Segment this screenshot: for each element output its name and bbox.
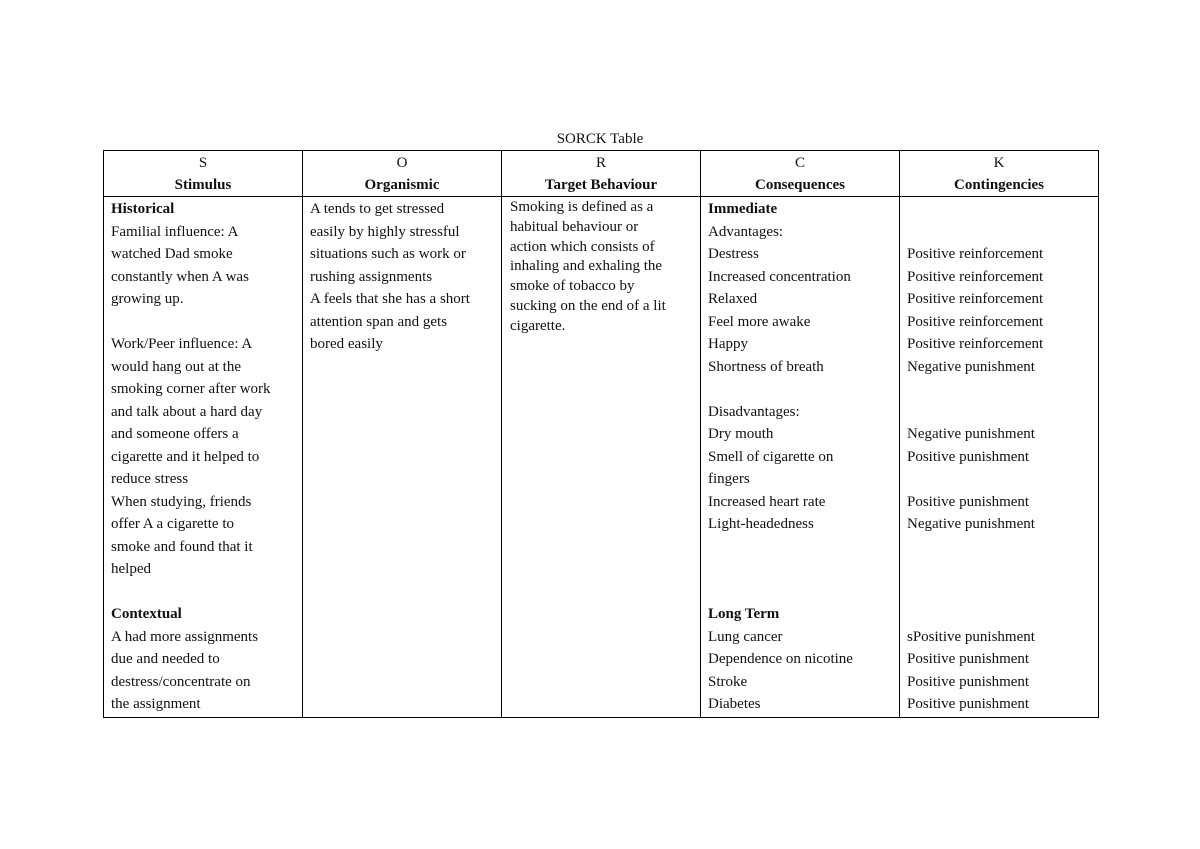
- consequence-item: Destress: [708, 246, 759, 262]
- stimulus-line: and talk about a hard day: [111, 403, 263, 420]
- contingency-item: Positive reinforcement: [907, 268, 1044, 285]
- column-letter: O: [396, 155, 408, 171]
- spacer: [907, 536, 1091, 559]
- column-letter: C: [794, 155, 805, 171]
- immediate-heading: Immediate: [708, 201, 778, 217]
- stimulus-cell: [104, 197, 303, 718]
- spacer: [907, 558, 1091, 581]
- column-header-stimulus: [104, 151, 303, 197]
- stimulus-line: would hang out at the: [111, 358, 241, 375]
- column-header-contingencies: [900, 151, 1099, 197]
- column-letter: K: [993, 155, 1005, 171]
- spacer: [907, 581, 1091, 604]
- consequence-item: Light-headedness: [708, 516, 814, 532]
- contingency-item: Positive punishment: [907, 696, 1030, 712]
- stimulus-line: constantly when A was: [111, 268, 249, 285]
- organismic-line: A tends to get stressed: [310, 201, 445, 217]
- spacer: [907, 401, 1091, 424]
- advantages-label: Advantages:: [708, 223, 783, 240]
- spacer: [907, 198, 1091, 221]
- consequences-cell: [701, 197, 900, 718]
- stimulus-line: [111, 311, 295, 334]
- stimulus-line: Familial influence: A: [111, 223, 239, 240]
- spacer: [111, 581, 295, 604]
- column-header-target-behaviour: [502, 151, 701, 197]
- column-name: Contingencies: [954, 177, 1044, 193]
- consequence-item: Happy: [708, 336, 748, 352]
- contextual-heading: Contextual: [111, 606, 182, 622]
- column-letter: S: [198, 155, 208, 171]
- spacer: [708, 378, 892, 401]
- stimulus-line: and someone offers a: [111, 426, 239, 442]
- organismic-cell: [303, 197, 502, 718]
- stimulus-line: offer A a cigarette to: [111, 516, 235, 532]
- contingency-item: Positive reinforcement: [907, 246, 1044, 262]
- stimulus-line: the assignment: [111, 696, 201, 712]
- contingency-item: Negative punishment: [907, 516, 1035, 532]
- column-name: Consequences: [754, 177, 845, 193]
- stimulus-line: cigarette and it helped to: [111, 448, 260, 465]
- consequence-item: Smell of cigarette on: [708, 448, 834, 465]
- stimulus-line: Work/Peer influence: A: [111, 336, 253, 352]
- organismic-line: situations such as work or: [310, 246, 466, 262]
- consequence-item: Dry mouth: [708, 426, 774, 442]
- stimulus-line: A had more assignments: [111, 628, 259, 645]
- consequence-item: Lung cancer: [708, 628, 783, 645]
- organismic-line: rushing assignments: [310, 268, 433, 285]
- stimulus-line: smoking corner after work: [111, 381, 271, 397]
- contingency-item: Positive punishment: [907, 448, 1030, 465]
- target-behaviour-cell: [502, 197, 701, 718]
- consequence-item: Relaxed: [708, 291, 758, 307]
- contingency-item: Positive reinforcement: [907, 291, 1044, 307]
- contingency-item: sPositive punishment: [907, 628, 1035, 645]
- contingency-item: Positive punishment: [907, 673, 1030, 690]
- consequence-item: Increased heart rate: [708, 493, 826, 510]
- stimulus-line: reduce stress: [111, 471, 189, 487]
- consequence-item: Increased concentration: [708, 268, 851, 285]
- body-row: [104, 197, 1099, 718]
- target-behaviour-line: action which consists of: [510, 238, 655, 255]
- consequence-item: Feel more awake: [708, 313, 811, 330]
- organismic-line: A feels that she has a short: [310, 291, 470, 307]
- target-behaviour-line: cigarette.: [510, 317, 566, 334]
- target-behaviour-line: sucking on the end of a lit: [510, 297, 666, 314]
- consequence-item: Stroke: [708, 673, 748, 690]
- organismic-line: easily by highly stressful: [310, 223, 460, 240]
- spacer: [708, 536, 892, 559]
- header-row: [104, 151, 1099, 197]
- stimulus-line: helped: [111, 561, 151, 577]
- column-name: Organismic: [364, 177, 440, 193]
- spacer: [708, 581, 892, 604]
- target-behaviour-line: smoke of tobacco by: [510, 278, 635, 295]
- contingency-item: Positive reinforcement: [907, 336, 1044, 352]
- disadvantages-label: Disadvantages:: [708, 403, 800, 420]
- contingency-item: Positive punishment: [907, 651, 1030, 667]
- column-name: Stimulus: [174, 177, 232, 193]
- column-header-consequences: [701, 151, 900, 197]
- consequence-item: Shortness of breath: [708, 358, 824, 375]
- spacer: [907, 378, 1091, 401]
- target-behaviour-line: inhaling and exhaling the: [510, 258, 663, 275]
- stimulus-line: growing up.: [111, 291, 184, 307]
- long-term-heading: Long Term: [708, 606, 780, 622]
- column-letter: R: [595, 155, 606, 171]
- stimulus-line: destress/concentrate on: [111, 673, 251, 690]
- sorck-table: [103, 150, 1099, 718]
- stimulus-line: smoke and found that it: [111, 538, 253, 555]
- consequence-item: fingers: [708, 471, 750, 487]
- contingency-item: Negative punishment: [907, 426, 1035, 442]
- stimulus-line: watched Dad smoke: [111, 246, 233, 262]
- target-behaviour-line: Smoking is defined as a: [510, 199, 654, 215]
- stimulus-line: due and needed to: [111, 651, 220, 667]
- contingency-item: [907, 468, 1091, 491]
- contingency-item: Negative punishment: [907, 358, 1035, 375]
- target-behaviour-line: habitual behaviour or: [510, 218, 639, 235]
- stimulus-line: When studying, friends: [111, 493, 252, 510]
- contingency-item: Positive punishment: [907, 493, 1030, 510]
- column-header-organismic: [303, 151, 502, 197]
- spacer: [907, 603, 1091, 626]
- organismic-line: attention span and gets: [310, 313, 448, 330]
- organismic-line: bored easily: [310, 336, 383, 352]
- historical-heading: Historical: [111, 201, 175, 217]
- consequence-item: Diabetes: [708, 696, 761, 712]
- column-name: Target Behaviour: [544, 177, 658, 193]
- contingency-item: Positive reinforcement: [907, 313, 1044, 330]
- spacer: [708, 558, 892, 581]
- contingencies-cell: [900, 197, 1099, 718]
- consequence-item: Dependence on nicotine: [708, 651, 853, 667]
- spacer: [907, 221, 1091, 244]
- page-title: SORCK Table: [556, 131, 644, 147]
